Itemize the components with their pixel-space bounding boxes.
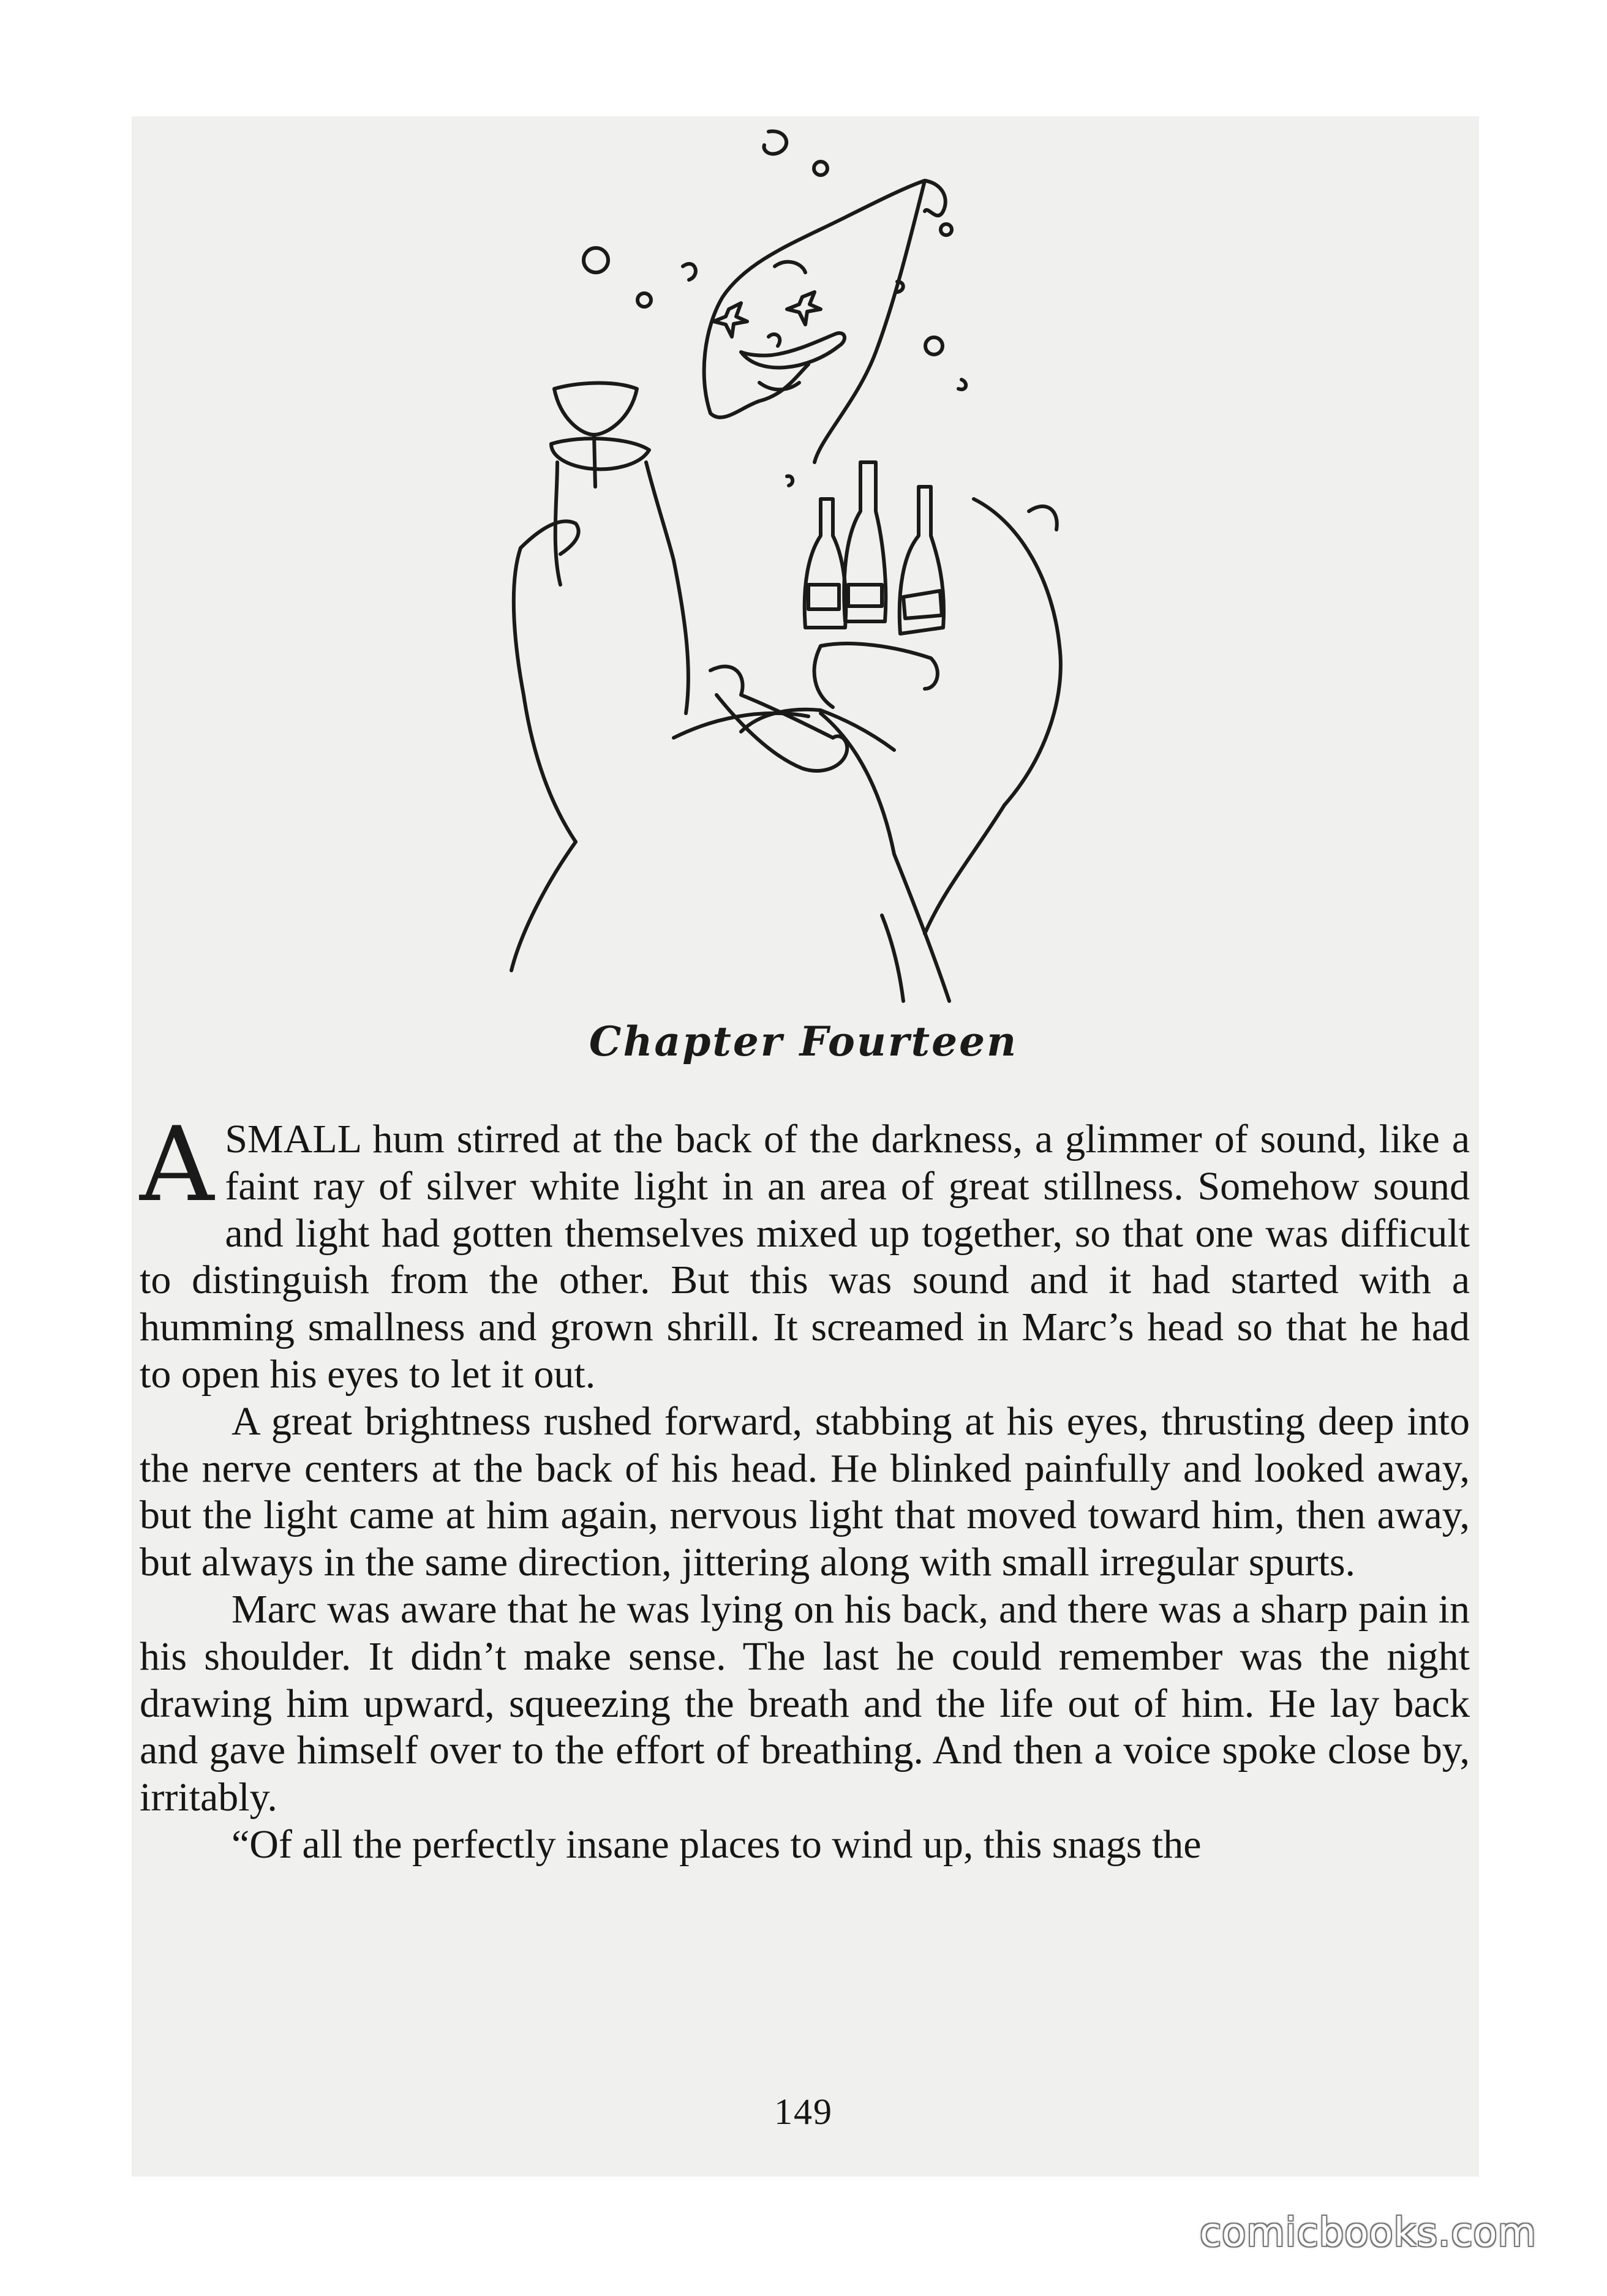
chapter-title: Chapter Fourteen [589,1018,1018,1065]
paragraph-1-text: SMALL hum stirred at the back of the darkness, a glimmer of sound, like a faint ray of silver white light in an area of great stillness. Somehow sound and light had gotten themselves mixed up together, so that one was difficult to distinguish from the other. But this was sound and it had started with a humming smallness and grown shrill. It screamed in Marc’s head so that he had to open his eyes to let it out. [140,1117,1470,1397]
bubbles [584,131,966,486]
ghost-with-bottles-illustration [453,119,1176,1019]
hand-with-bottle [710,643,938,771]
watermark: comicbooks.com [1199,2210,1537,2256]
ghost-figure [704,181,946,462]
robe [511,499,1061,1001]
drop-cap: A [140,1105,214,1225]
body-text [140,1105,1470,1869]
paragraph-1 [140,1105,1470,1398]
wine-bottles [805,462,944,634]
champagne-glass [551,383,674,585]
page-number: 149 [774,2092,833,2132]
paragraph-2: A great brightness rushed forward, stabbing at his eyes, thrusting deep into the nerve centers at the back of his head. He blinked painfully and looked away, but the light came at him again, nervous light that moved toward him, then away, but always in the same direction, jittering along with small irregular spurts. [140,1398,1470,1585]
paragraph-3: Marc was aware that he was lying on his back, and there was a sharp pain in his shoulder. It didn’t make sense. The last he could remember was the night drawing him upward, squeezing the breath and the life out of him. He lay back and gave himself over to the effort of breathing. And then a voice spoke close by, irritably. [140,1586,1470,1820]
paragraph-4: “Of all the perfectly insane places to wind up, this snags the [231,1821,1202,1867]
